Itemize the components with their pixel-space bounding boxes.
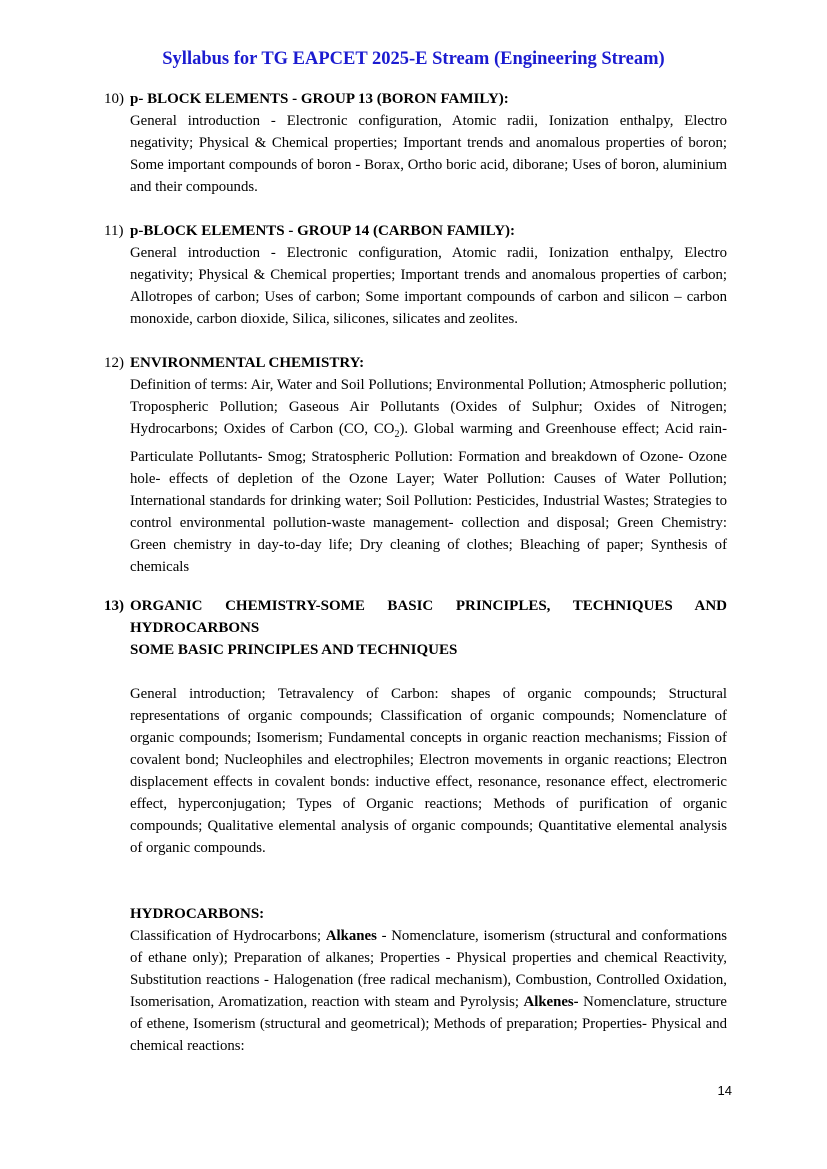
section-number: 11) [104,223,124,239]
section-12 [104,352,727,578]
section-heading [104,88,727,110]
body-text: Definition of terms: Air, Water and Soil Pollutions; Environmental Pollution; Atmospheric pollution; Tropospheric Pollution; Gaseous Air Pollutants (Oxides of Sulphur; Oxides of Nitrogen; Hydrocarbons; Oxides of Carbon (CO, CO [130,377,727,437]
section-body: General introduction - Electronic configuration, Atomic radii, Ionization enthalpy, Electro negativity; Physical & Chemical properties; Important trends and anomalous properties of carbon; Allotropes of carbon; Uses of carbon; Some important compounds of carbon and silicon – carbon monoxide, carbon dioxide, Silica, silicones, silicates and zeolites. [130,245,727,327]
section-title: ENVIRONMENTAL CHEMISTRY: [130,355,365,371]
section-11 [104,220,727,330]
section-subtitle: SOME BASIC PRINCIPLES AND TECHNIQUES [130,642,458,658]
section-body: General introduction - Electronic configuration, Atomic radii, Ionization enthalpy, Electro negativity; Physical & Chemical properties; Important trends and anomalous properties of boron; Some important compounds of boron - Borax, Ortho boric acid, diborane; Uses of boron, aluminium and their compounds. [130,113,727,195]
alkenes-term: Alkenes- [523,994,579,1010]
section-number: 12) [104,355,124,371]
body-text: Classification of Hydrocarbons; [130,928,326,944]
hydrocarbons-body [130,925,727,1057]
section-title: ORGANIC CHEMISTRY-SOME BASIC PRINCIPLES, TECHNIQUES AND HYDROCARBONS [130,598,727,636]
section-title: p- BLOCK ELEMENTS - GROUP 13 (BORON FAMILY): [130,91,509,107]
section-heading [104,352,727,374]
section-body: General introduction; Tetravalency of Carbon: shapes of organic compounds; Structural representations of organic compounds; Classification of organic compounds; Nomenclature of organic compounds; Isomerism; Fundamental concepts in organic reaction mechanisms; Fission of covalent bond; Nucleophiles and electrophiles; Electron movements in organic reactions; Electron displacement effects in covalent bonds: inductive effect, resonance, resonance effect, electromeric effect, hyperconjugation; Types of Organic reactions; Methods of purification of organic compounds; Qualitative elemental analysis of organic compounds; Quantitative elemental analysis of organic compounds. [130,686,727,856]
section-13 [104,595,727,859]
body-text: Nomenclature, structure of ethene, Isomerism (structural and geometrical); Methods of preparation; Properties- Physical and chemical reactions: [130,994,727,1054]
section-heading [104,595,727,639]
section-number: 10) [104,91,124,107]
section-title: p-BLOCK ELEMENTS - GROUP 14 (CARBON FAMILY): [130,223,516,239]
page-header-title: Syllabus for TG EAPCET 2025-E Stream (Engineering Stream) [162,49,665,69]
hydrocarbons-section [104,903,727,1057]
body-text: - Nomenclature, isomerism (structural and conformations of ethane only); Preparation of alkanes; Properties - Physical properties and chemical Reactivity, Substitution reactions - Halogenation (free radical mechanism), Combustion, Controlled Oxidation, Isomerisation, Aromatization, reaction with steam and Pyrolysis; [130,928,727,1010]
section-body [130,374,727,578]
page-number: 14 [717,1083,732,1098]
hydrocarbons-heading: HYDROCARBONS: [130,906,265,922]
section-heading [104,220,727,242]
section-number: 13) [104,598,124,614]
section-10 [104,88,727,198]
body-text: ). Global warming and Greenhouse effect; Acid rain- Particulate Pollutants- Smog; Stratospheric Pollution: Formation and breakdown of Ozone- Ozone hole- effects of depletion of the Ozone Layer; Water Pollution: Causes of Water Pollution; International standards for drinking water; Soil Pollution: Pesticides, Industrial Wastes; Strategies to control environmental pollution-waste management- collection and disposal; Green Chemistry: Green chemistry in day-to-day life; Dry cleaning of clothes; Bleaching of paper; Synthesis of chemicals [130,421,727,575]
subscript-text: 2 [394,428,400,440]
alkanes-term: Alkanes [325,928,377,944]
